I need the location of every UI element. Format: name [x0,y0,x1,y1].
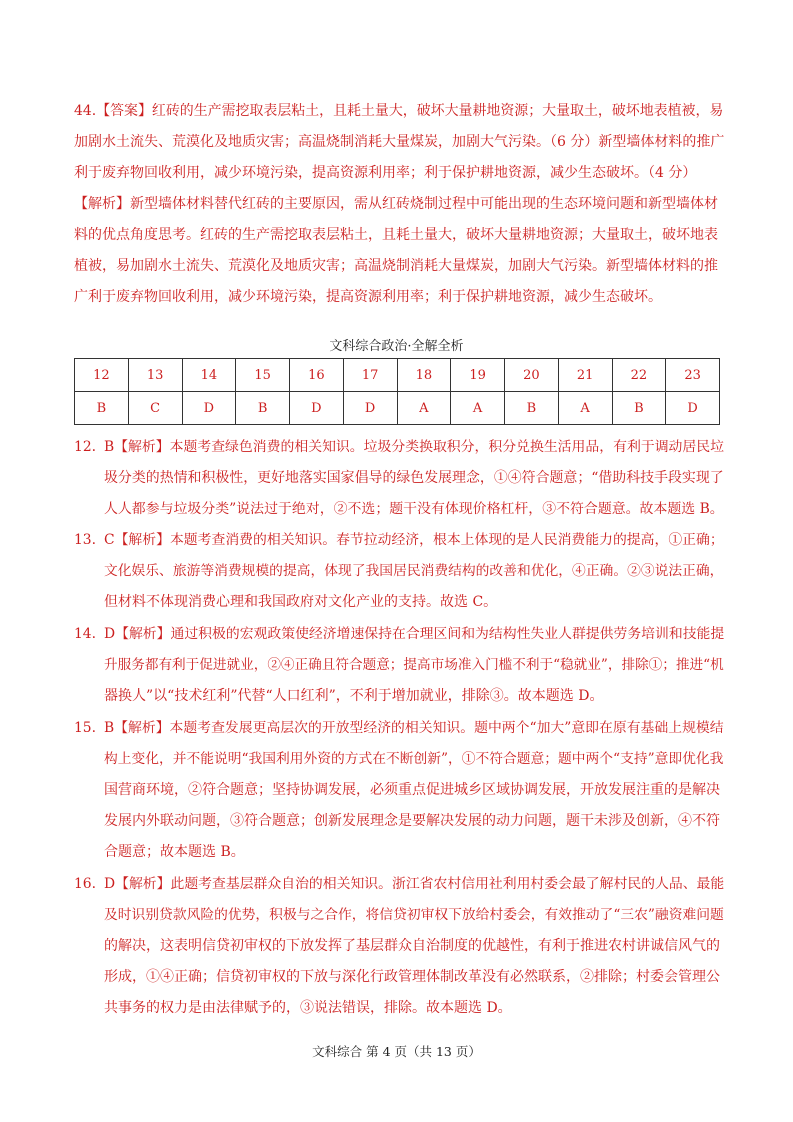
table-number-cell: 20 [505,359,559,392]
explanation-line [74,717,724,739]
explanation-line: 人人都参与垃圾分类”说法过于绝对，②不选；题干没有体现价格杠杆，③不符合题意。故本题选 B。 [104,501,724,517]
table-number-cell: 13 [128,359,182,392]
explanation-line: 发展内外联动问题，③符合题意；创新发展理念是要解决发展的动力问题，题干未涉及创新，④不符 [104,813,720,829]
q44-line-5: 料的优点角度思考。红砖的生产需挖取表层粘土，且耗土量大，破坏大量耕地资源；大量取土，破坏地表 [74,227,718,243]
explanation-text: B【解析】本题考查发展更高层次的开放型经济的相关知识。题中两个“加大”意即在原有基础上规模结 [104,720,724,736]
explanation-line: 共事务的权力是由法律赋予的，③说法错误，排除。故本题选 D。 [104,1000,512,1016]
q44-line-4: 【解析】新型墙体材料替代红砖的主要原因，需从红砖烧制过程中可能出现的生态环境问题和新型墙体材 [74,196,718,212]
explanation-line: 形成，①④正确；信贷初审权的下放与深化行政管理体制改革没有必然联系，②排除；村委会管理公 [104,969,720,985]
explanation-text: D【解析】此题考查基层群众自治的相关知识。浙江省农村信用社利用村委会最了解村民的人品、最能 [104,876,725,892]
q44-line-6: 植被，易加剧水土流失、荒漠化及地质灾害；高温烧制消耗大量煤炭，加剧大气污染。新型墙体材料的推 [74,258,718,274]
table-answer-cell: D [666,392,720,425]
explanation-line: 但材料不体现消费心理和我国政府对文化产业的支持。故选 C。 [104,594,498,610]
answer-table-answers-row [75,392,720,425]
table-answer-cell: D [182,392,236,425]
table-number-cell: 17 [343,359,397,392]
explanation-line [74,623,724,645]
question-number: 16. [74,876,97,892]
explanation-text: D【解析】通过积极的宏观政策使经济增速保持在合理区间和为结构性失业人群提供劳务培训和技能提 [104,626,725,642]
table-number-cell: 16 [290,359,344,392]
table-answer-cell: A [397,392,451,425]
explanation-line [74,873,724,895]
explanation-line: 的解决，这表明信贷初审权的下放发挥了基层群众自治制度的优越性，有利于推进农村讲诚信风气的 [104,938,720,954]
explanation-line: 升服务都有利于促进就业，②④正确且符合题意；提高市场准入门槛不利于“稳就业”，排除①；推进“机 [104,657,724,673]
table-answer-cell: B [612,392,666,425]
table-number-cell: 18 [397,359,451,392]
q44-line-3: 利于废弃物回收利用，减少环境污染，提高资源利用率；利于保护耕地资源，减少生态破坏。（4 分） [74,165,697,181]
explanation-line: 合题意；故本题选 B。 [104,844,245,860]
answer-table-title: 文科综合政治·全解全析 [329,339,464,354]
explanation-text: B【解析】本题考查绿色消费的相关知识。垃圾分类换取积分，积分兑换生活用品，有利于调动居民垃 [104,439,724,455]
table-answer-cell: B [236,392,290,425]
table-number-cell: 23 [666,359,720,392]
q44-line-1: 44.【答案】红砖的生产需挖取表层粘土，且耗土量大，破坏大量耕地资源；大量取土，破坏地表植被，易 [74,103,724,119]
table-answer-cell: B [505,392,559,425]
explanation-line: 文化娱乐、旅游等消费规模的提高，体现了我国居民消费结构的改善和优化，④正确。②③说法正确， [104,563,724,579]
table-number-cell: 19 [451,359,505,392]
table-number-cell: 22 [612,359,666,392]
explanation-line: 圾分类的热情和积极性，更好地落实国家倡导的绿色发展理念，①④符合题意；“借助科技手段实现了 [104,470,724,486]
question-number: 15. [74,720,97,736]
explanation-line [74,436,724,458]
explanation-line: 国营商环境，②符合题意；坚持协调发展，必须重点促进城乡区域协调发展，开放发展注重的是解决 [104,782,720,798]
q44-line-2: 加剧水土流失、荒漠化及地质灾害；高温烧制消耗大量煤炭，加剧大气污染。（6 分）新型墙体材料的推广 [74,134,725,150]
q44-line-7: 广利于废弃物回收利用，减少环境污染，提高资源利用率；利于保护耕地资源，减少生态破坏。 [74,289,662,305]
explanation-line: 构上变化，并不能说明“我国利用外资的方式在不断创新”，①不符合题意；题中两个“支持”意即优化我 [104,751,724,767]
question-number: 14. [74,626,97,642]
explanation-line: 器换人”以“技术红利”代替“人口红利”，不利于增加就业，排除③。故本题选 D。 [104,688,604,704]
table-answer-cell: A [451,392,505,425]
question-number: 12. [74,439,97,455]
explanation-line [74,529,724,551]
explanation-text: C【解析】本题考查消费的相关知识。春节拉动经济，根本上体现的是人民消费能力的提高，①正确； [104,532,724,548]
table-answer-cell: D [290,392,344,425]
table-answer-cell: B [75,392,129,425]
table-answer-cell: A [558,392,612,425]
table-answer-cell: D [343,392,397,425]
table-number-cell: 14 [182,359,236,392]
table-number-cell: 12 [75,359,129,392]
table-number-cell: 15 [236,359,290,392]
table-number-cell: 21 [558,359,612,392]
question-number: 13. [74,532,97,548]
answer-table [74,358,720,425]
page-footer: 文科综合 第 4 页（共 13 页） [312,1044,481,1059]
table-answer-cell: C [128,392,182,425]
explanation-line: 及时识别贷款风险的优势，积极与之合作，将信贷初审权下放给村委会，有效推动了“三农”融资难问题 [104,907,724,923]
answer-table-numbers-row [75,359,720,392]
